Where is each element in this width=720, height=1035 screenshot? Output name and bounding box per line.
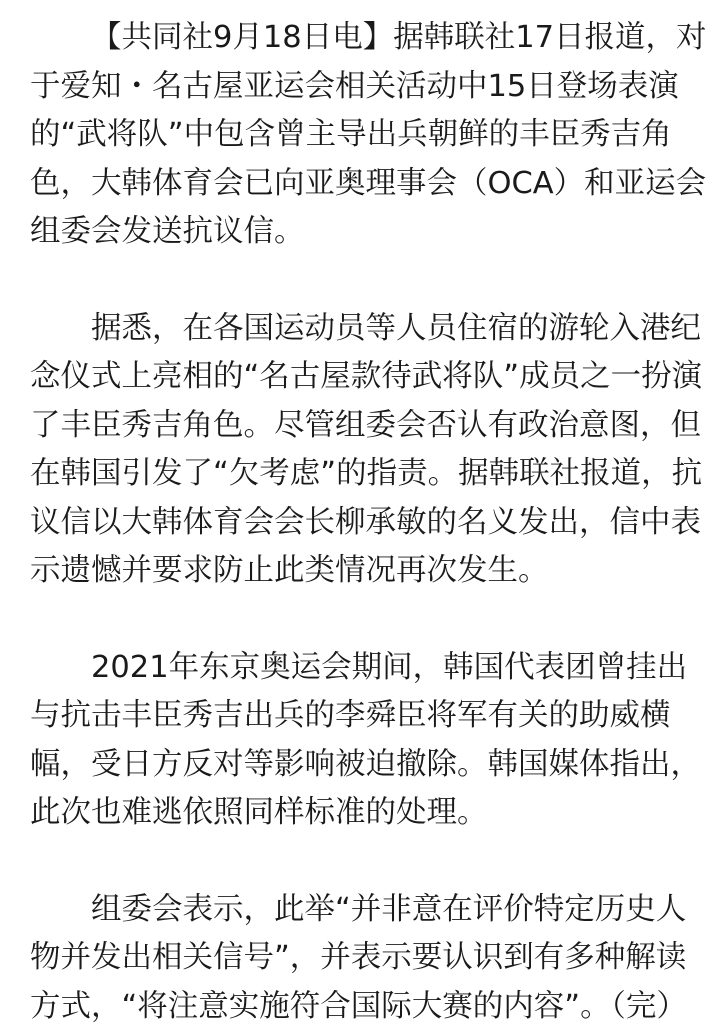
paragraph-4: 组委会表示，此举“并非意在评价特定历史人物并发出相关信号”，并表示要认识到有多种解读方式，“将注意实施符合国际大赛的内容”。（完） (30, 891, 687, 1024)
article-body (30, 14, 710, 1031)
paragraph-2: 据悉，在各国运动员等人员住宿的游轮入港纪念仪式上亮相的“名古屋款待武将队”成员之一扮演了丰臣秀吉角色。尽管组委会否认有政治意图，但在韩国引发了“欠考虑”的指责。据韩联社报道，抗议信以大韩体育会会长柳承敏的名义发出，信中表示遗憾并要求防止此类情况再次发生。 (30, 310, 703, 588)
paragraph-1: 【共同社9月18日电】据韩联社17日报道，对于爱知・名古屋亚运会相关活动中15日登场表演的“武将队”中包含曾主导出兵朝鲜的丰臣秀吉角色，大韩体育会已向亚奥理事会（OCA）和亚运会组委会发送抗议信。 (30, 20, 707, 249)
paragraph-3: 2021年东京奥运会期间，韩国代表团曾挂出与抗击丰臣秀吉出兵的李舜臣将军有关的助威横幅，受日方反对等影响被迫撤除。韩国媒体指出，此次也难逃依照同样标准的处理。 (30, 649, 701, 830)
